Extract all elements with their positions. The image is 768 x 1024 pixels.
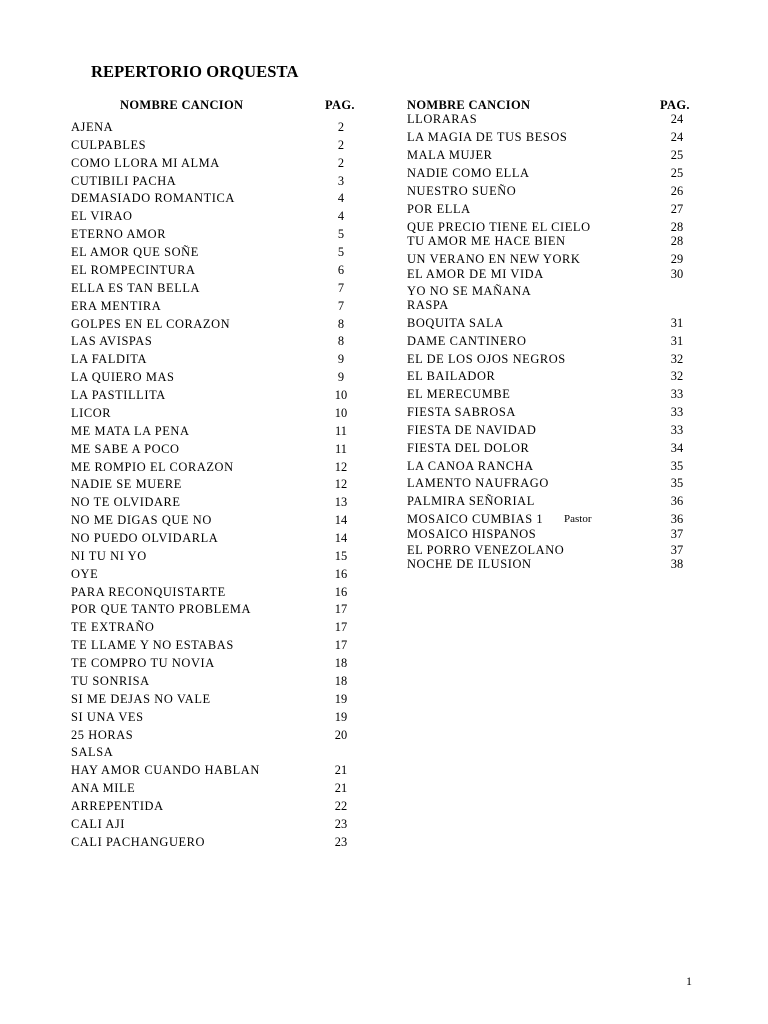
song-row <box>71 209 371 224</box>
song-page: 20 <box>334 728 348 742</box>
song-row <box>407 405 707 420</box>
song-row <box>71 263 371 278</box>
song-page: 37 <box>670 527 684 541</box>
song-row <box>71 620 371 635</box>
song-row <box>407 202 707 217</box>
song-row <box>71 191 371 206</box>
song-page: 36 <box>670 494 684 508</box>
song-name: NADIE COMO ELLA <box>407 166 530 180</box>
song-row <box>407 512 707 527</box>
song-row <box>71 710 371 725</box>
song-page: 16 <box>334 585 348 599</box>
song-name: EL DE LOS OJOS NEGROS <box>407 352 566 366</box>
song-name: FIESTA DE NAVIDAD <box>407 423 537 437</box>
song-name: LA CANOA RANCHA <box>407 459 534 473</box>
song-page: 11 <box>335 442 347 456</box>
song-row <box>407 441 707 456</box>
song-name: TE COMPRO TU NOVIA <box>71 656 215 670</box>
song-name: NUESTRO SUEÑO <box>407 184 517 198</box>
song-row <box>71 334 371 349</box>
song-page: 35 <box>670 476 684 490</box>
song-page: 2 <box>337 156 345 170</box>
song-page: 12 <box>334 460 348 474</box>
song-name: MALA MUJER <box>407 148 493 162</box>
song-name: CALI AJI <box>71 817 126 831</box>
song-page: 19 <box>334 692 348 706</box>
song-name: LLORARAS <box>407 112 478 126</box>
song-name: EL AMOR DE MI VIDA <box>407 267 544 281</box>
song-page: 31 <box>670 334 684 348</box>
song-page: 7 <box>337 281 345 295</box>
song-name: YO NO SE MAÑANA <box>407 284 532 298</box>
song-row <box>407 459 707 474</box>
song-name: AJENA <box>71 120 114 134</box>
song-page: 36 <box>670 512 684 526</box>
song-name: LA PASTILLITA <box>71 388 166 402</box>
song-name: ELLA ES TAN BELLA <box>71 281 201 295</box>
song-page: 33 <box>670 387 684 401</box>
song-row <box>71 835 371 850</box>
song-row <box>407 543 707 558</box>
song-row <box>71 513 371 528</box>
song-page: 34 <box>670 441 684 455</box>
song-row <box>71 656 371 671</box>
song-page: 32 <box>670 352 684 366</box>
song-name: EL VIRAO <box>71 209 133 223</box>
song-page: 13 <box>334 495 348 509</box>
song-page: 17 <box>334 638 348 652</box>
song-row <box>71 245 371 260</box>
song-name: LA MAGIA DE TUS BESOS <box>407 130 568 144</box>
song-row <box>71 174 371 189</box>
song-name: 25 HORAS <box>71 728 134 742</box>
song-row <box>71 531 371 546</box>
song-page: 18 <box>334 656 348 670</box>
song-page: 14 <box>334 531 348 545</box>
song-name: GOLPES EN EL CORAZON <box>71 317 231 331</box>
song-row <box>407 112 707 127</box>
song-page: 4 <box>337 209 345 223</box>
song-row <box>71 495 371 510</box>
song-name: LAS AVISPAS <box>71 334 153 348</box>
document-title: REPERTORIO ORQUESTA <box>91 62 299 81</box>
right-header-page: PAG. <box>660 98 690 112</box>
song-row <box>71 763 371 778</box>
song-name: ANA MILE <box>71 781 136 795</box>
song-page: 30 <box>670 267 684 281</box>
song-name: OYE <box>71 567 99 581</box>
song-page: 31 <box>670 316 684 330</box>
song-name: COMO LLORA MI ALMA <box>71 156 220 170</box>
song-name: SALSA <box>71 745 114 759</box>
song-page: 12 <box>334 477 348 491</box>
song-page: 22 <box>334 799 348 813</box>
song-name: RASPA <box>407 298 449 312</box>
song-row <box>71 602 371 617</box>
left-header-page: PAG. <box>325 98 355 112</box>
song-row <box>407 387 707 402</box>
song-name: SI UNA VES <box>71 710 144 724</box>
song-row <box>71 156 371 171</box>
song-row <box>71 120 371 135</box>
song-name: NI TU NI YO <box>71 549 147 563</box>
song-page: 33 <box>670 423 684 437</box>
song-page: 24 <box>670 130 684 144</box>
song-name: EL ROMPECINTURA <box>71 263 196 277</box>
song-row <box>71 442 371 457</box>
song-name: NO TE OLVIDARE <box>71 495 181 509</box>
left-song-list <box>71 120 371 860</box>
song-page: 28 <box>670 234 684 248</box>
song-name: CULPABLES <box>71 138 147 152</box>
song-row <box>407 476 707 491</box>
song-row <box>71 227 371 242</box>
song-name: ETERNO AMOR <box>71 227 167 241</box>
song-row <box>71 781 371 796</box>
song-row <box>71 424 371 439</box>
song-row <box>407 148 707 163</box>
song-name: CUTIBILI PACHA <box>71 174 177 188</box>
song-row <box>407 369 707 384</box>
song-page: 14 <box>334 513 348 527</box>
song-page: 3 <box>337 174 345 188</box>
song-row <box>71 460 371 475</box>
song-row <box>71 370 371 385</box>
song-row <box>407 220 707 235</box>
song-page: 6 <box>337 263 345 277</box>
song-name: LAMENTO NAUFRAGO <box>407 476 549 490</box>
song-page: 29 <box>670 252 684 266</box>
song-row <box>407 423 707 438</box>
song-row <box>71 299 371 314</box>
song-page: 21 <box>334 763 348 777</box>
song-row <box>407 130 707 145</box>
song-name: NO PUEDO OLVIDARLA <box>71 531 219 545</box>
song-row <box>407 166 707 181</box>
song-row <box>71 799 371 814</box>
song-page: 17 <box>334 620 348 634</box>
song-name: ME MATA LA PENA <box>71 424 190 438</box>
song-page: 15 <box>334 549 348 563</box>
song-page: 28 <box>670 220 684 234</box>
song-page: 8 <box>337 334 345 348</box>
song-page: 25 <box>670 166 684 180</box>
song-row <box>407 352 707 367</box>
song-row <box>71 674 371 689</box>
song-name: EL BAILADOR <box>407 369 496 383</box>
song-name: MOSAICO CUMBIAS 1 <box>407 512 544 526</box>
song-page: 23 <box>334 817 348 831</box>
song-name: LA FALDITA <box>71 352 148 366</box>
song-name: EL PORRO VENEZOLANO <box>407 543 565 557</box>
song-page: 23 <box>334 835 348 849</box>
song-page: 32 <box>670 369 684 383</box>
song-name: ME ROMPIO EL CORAZON <box>71 460 234 474</box>
song-name: TU SONRISA <box>71 674 150 688</box>
song-name: CALI PACHANGUERO <box>71 835 206 849</box>
song-name: TE EXTRAÑO <box>71 620 155 634</box>
song-row <box>71 817 371 832</box>
song-row <box>71 567 371 582</box>
song-row <box>71 745 371 760</box>
song-name: HAY AMOR CUANDO HABLAN <box>71 763 260 777</box>
song-name: PARA RECONQUISTARTE <box>71 585 226 599</box>
song-page: 35 <box>670 459 684 473</box>
song-row <box>71 352 371 367</box>
song-name: EL AMOR QUE SOÑE <box>71 245 199 259</box>
song-name: NO ME DIGAS QUE NO <box>71 513 212 527</box>
song-row <box>71 477 371 492</box>
song-page: 33 <box>670 405 684 419</box>
song-name: MOSAICO HISPANOS <box>407 527 537 541</box>
right-header-name: NOMBRE CANCION <box>407 98 531 112</box>
song-page: 4 <box>337 191 345 205</box>
song-page: 27 <box>670 202 684 216</box>
song-page: 8 <box>337 317 345 331</box>
song-page: 17 <box>334 602 348 616</box>
song-page: 10 <box>334 406 348 420</box>
song-name: POR ELLA <box>407 202 471 216</box>
left-header-name: NOMBRE CANCION <box>120 98 244 112</box>
song-page: 19 <box>334 710 348 724</box>
song-row <box>407 557 707 572</box>
page-number: 1 <box>686 974 692 988</box>
song-page: 24 <box>670 112 684 126</box>
song-row <box>407 284 707 299</box>
song-row <box>71 138 371 153</box>
song-name: TU AMOR ME HACE BIEN <box>407 234 566 248</box>
song-page: 9 <box>337 352 345 366</box>
song-row <box>407 334 707 349</box>
song-note: Pastor <box>564 513 592 525</box>
song-row <box>71 317 371 332</box>
song-name: FIESTA DEL DOLOR <box>407 441 530 455</box>
song-name: SI ME DEJAS NO VALE <box>71 692 211 706</box>
song-row <box>407 298 707 313</box>
song-name: BOQUITA SALA <box>407 316 504 330</box>
song-row <box>71 388 371 403</box>
song-page: 16 <box>334 567 348 581</box>
song-page: 9 <box>337 370 345 384</box>
song-page: 38 <box>670 557 684 571</box>
song-name: POR QUE TANTO PROBLEMA <box>71 602 252 616</box>
song-row <box>407 234 707 249</box>
song-row <box>71 638 371 653</box>
song-page: 37 <box>670 543 684 557</box>
song-row <box>407 494 707 509</box>
song-name: DAME CANTINERO <box>407 334 527 348</box>
song-page: 2 <box>337 138 345 152</box>
song-name: ARREPENTIDA <box>71 799 164 813</box>
song-row <box>71 728 371 743</box>
song-page: 11 <box>335 424 347 438</box>
song-name: TE LLAME Y NO ESTABAS <box>71 638 234 652</box>
song-page: 26 <box>670 184 684 198</box>
song-page: 18 <box>334 674 348 688</box>
song-name: DEMASIADO ROMANTICA <box>71 191 235 205</box>
song-name: LICOR <box>71 406 112 420</box>
song-name: NOCHE DE ILUSION <box>407 557 532 571</box>
song-row <box>407 316 707 331</box>
song-row <box>407 184 707 199</box>
song-page: 7 <box>337 299 345 313</box>
song-page: 21 <box>334 781 348 795</box>
song-row <box>71 281 371 296</box>
song-page: 25 <box>670 148 684 162</box>
song-row <box>71 406 371 421</box>
song-row <box>71 585 371 600</box>
song-name: FIESTA SABROSA <box>407 405 516 419</box>
song-page: 2 <box>337 120 345 134</box>
right-song-list <box>407 112 707 582</box>
song-name: ERA MENTIRA <box>71 299 162 313</box>
song-name: ME SABE A POCO <box>71 442 180 456</box>
song-row <box>71 692 371 707</box>
song-page: 5 <box>337 245 345 259</box>
song-name: NADIE SE MUERE <box>71 477 182 491</box>
song-page: 10 <box>334 388 348 402</box>
song-name: UN VERANO EN NEW YORK <box>407 252 581 266</box>
song-row <box>407 267 707 282</box>
song-row <box>407 252 707 267</box>
song-name: EL MERECUMBE <box>407 387 511 401</box>
song-row <box>407 527 707 542</box>
song-name: LA QUIERO MAS <box>71 370 175 384</box>
song-name: PALMIRA SEÑORIAL <box>407 494 535 508</box>
song-page: 5 <box>337 227 345 241</box>
song-row <box>71 549 371 564</box>
song-name: QUE PRECIO TIENE EL CIELO <box>407 220 591 234</box>
